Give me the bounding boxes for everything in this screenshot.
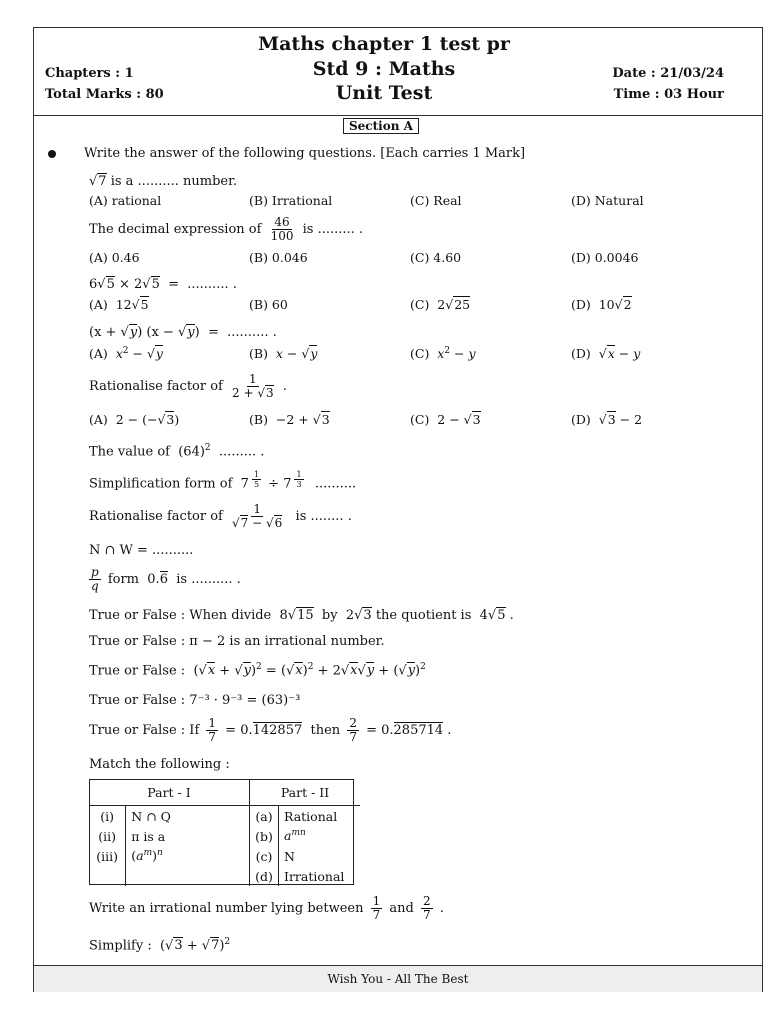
question-6: The value of $(64)^2$ ......... . [89, 443, 265, 460]
match-iii-expression: $(a^m)^n$ [126, 846, 250, 866]
q3-option-b: (B) 60 [249, 297, 288, 312]
question-1: √7 is a .......... number. [89, 174, 238, 189]
q5-option-d: (D) √3 − 2 [571, 412, 643, 427]
q1-option-d: (D) Natural [571, 193, 644, 208]
date-label: Date : 21/03/24 [612, 66, 724, 81]
question-9: N ∩ W = .......... [89, 543, 194, 558]
table-header-part-1: Part - I [89, 779, 250, 806]
q2-option-b: (B) 0.046 [249, 250, 308, 265]
q2-option-c: (C) 4.60 [410, 250, 462, 265]
question-11: True or False : When divide 8√15 by 2√3 the quotient is 4√5 . [89, 608, 514, 623]
chapters-label: Chapters : 1 [45, 66, 134, 81]
question-18: Simplify : $(√3 + √7)^2$ [89, 937, 231, 954]
q5-option-c: (C) 2 − √3 [410, 412, 481, 427]
q2-option-d: (D) 0.0046 [571, 250, 639, 265]
table-row: (d) Irrational [89, 866, 360, 886]
question-4: (x + √y) (x − √y) = .......... . [89, 325, 277, 340]
q3-option-a: (A) 12√5 [89, 297, 149, 312]
table-row: (i) N ∩ Q (a) Rational [89, 806, 360, 827]
q4-option-c: (C) $x^2 - y$ [410, 346, 476, 362]
question-3: 6√5 × 2√5 = .......... . [89, 277, 237, 292]
table-row: (ii) π is a (b) $a^{mn}$ [89, 826, 360, 846]
question-5: Rationalise factor of $\frac{1}{2 + √3}$ . [89, 372, 287, 400]
question-16: Match the following : [89, 757, 230, 772]
question-2: The decimal expression of $\frac{46}{100}$ is ......... . [89, 215, 364, 243]
q5-option-b: (B) −2 + √3 [249, 412, 330, 427]
match-table [89, 779, 360, 886]
q5-option-a: (A) 2 − (−√3) [89, 412, 180, 427]
q3-option-d: (D) 10√2 [571, 297, 632, 312]
header-divider [34, 115, 762, 116]
question-15: True or False : If $\frac{1}{7}$ = 0.142857 then $\frac{2}{7}$ = 0.285714 . [89, 716, 452, 744]
question-8: Rationalise factor of $\frac{1}{√7 - √6}$ is ........ . [89, 502, 352, 530]
footer: Wish You - All The Best [34, 966, 762, 992]
q4-option-a: (A) $x^2 - √y$ [89, 346, 163, 362]
question-13: True or False : $(√x + √y)^2 = (√x)^2 + 2√x√y + (√y)^2$ [89, 662, 426, 679]
paper-title: Maths chapter 1 test pr [258, 33, 510, 55]
question-7: Simplification form of 7 $^{\frac{1}{5}}$ ÷ 7 $^{\frac{1}{3}}$ .......... [89, 470, 357, 492]
question-10: $\frac{p}{q}$ form 0.6 is .......... . [91, 565, 241, 593]
bullet-icon [48, 150, 56, 158]
exam-name: Unit Test [335, 82, 433, 104]
table-header-part-2: Part - II [250, 779, 361, 806]
total-marks-label: Total Marks : 80 [45, 87, 164, 102]
time-label: Time : 03 Hour [613, 87, 724, 102]
table-header-row [89, 779, 360, 806]
q1-option-b: (B) Irrational [249, 193, 333, 208]
q1-option-a: (A) rational [89, 193, 162, 208]
question-14: True or False : 7⁻³ · 9⁻³ = (63)⁻³ [89, 693, 301, 708]
q1-option-c: (C) Real [410, 193, 462, 208]
table-row: (iii) $(a^m)^n$ (c) N [89, 846, 360, 866]
q4-option-d: (D) √x − y [571, 346, 641, 361]
q3-option-c: (C) 2√25 [410, 297, 471, 312]
instruction: Write the answer of the following questions. [Each carries 1 Mark] [84, 146, 526, 161]
q4-option-b: (B) x − √y [249, 346, 318, 361]
question-17: Write an irrational number lying between $\frac{1}{7}$ and $\frac{2}{7}$ . [89, 894, 444, 922]
match-b-amn: $a^{mn}$ [284, 828, 306, 844]
section-label: Section A [343, 118, 419, 134]
paper-subtitle: Std 9 : Maths [312, 58, 456, 80]
q2-option-a: (A) 0.46 [89, 250, 140, 265]
question-12: True or False : π − 2 is an irrational number. [89, 634, 385, 649]
